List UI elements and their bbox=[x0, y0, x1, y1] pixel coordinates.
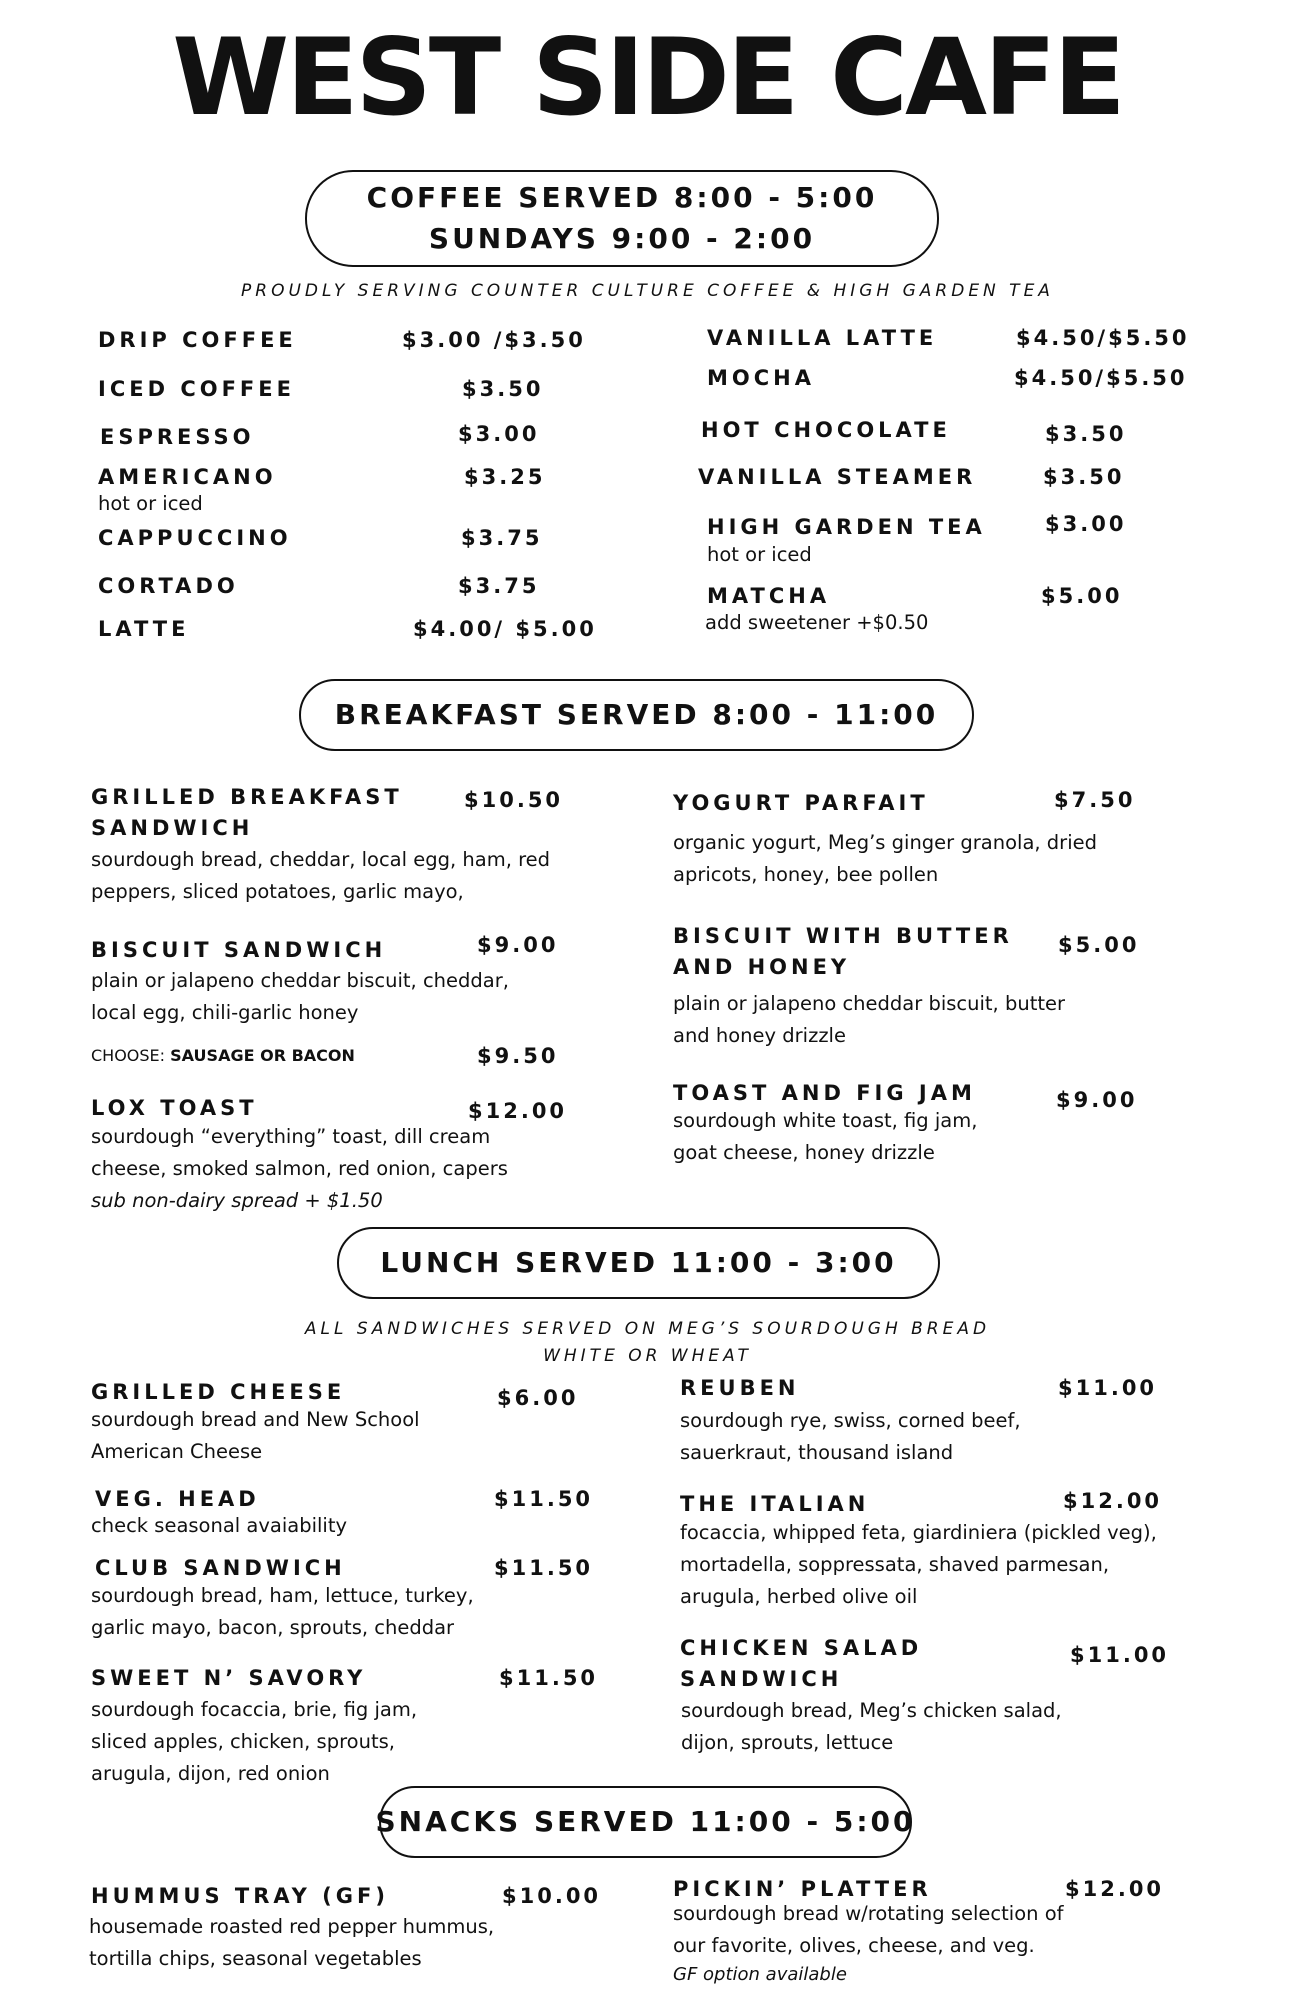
menu-item-description: sourdough bread, cheddar, local egg, ham, red bbox=[91, 848, 551, 871]
menu-item-price: $3.50 bbox=[462, 377, 544, 401]
menu-item-description: plain or jalapeno cheddar biscuit, cheddar, bbox=[91, 969, 509, 992]
coffee-tagline: PROUDLY SERVING COUNTER CULTURE COFFEE & HIGH GARDEN TEA bbox=[241, 281, 1054, 301]
menu-item-description: check seasonal avaiability bbox=[91, 1514, 348, 1537]
menu-item-name: HUMMUS TRAY (GF) bbox=[91, 1884, 389, 1908]
menu-item-name: GRILLED BREAKFAST bbox=[91, 785, 403, 809]
menu-item-description: plain or jalapeno cheddar biscuit, butter bbox=[673, 992, 1065, 1015]
menu-item-description: sourdough white toast, fig jam, bbox=[673, 1109, 978, 1132]
menu-item-price: $3.25 bbox=[464, 465, 546, 489]
coffee-hours-banner bbox=[305, 170, 939, 267]
menu-item-price: $3.75 bbox=[458, 574, 540, 598]
menu-item-price: $3.50 bbox=[1045, 422, 1127, 446]
menu-item-name: BISCUIT WITH BUTTER bbox=[673, 924, 1013, 948]
menu-item-description: arugula, herbed olive oil bbox=[680, 1585, 918, 1608]
menu-item-name: LATTE bbox=[98, 617, 190, 641]
menu-item-description: tortilla chips, seasonal vegetables bbox=[89, 1947, 422, 1970]
lunch-hours: LUNCH SERVED 11:00 - 3:00 bbox=[380, 1245, 897, 1279]
menu-item-name: HOT CHOCOLATE bbox=[701, 418, 951, 442]
menu-item-description: sourdough rye, swiss, corned beef, bbox=[680, 1409, 1021, 1432]
menu-item-name: AND HONEY bbox=[673, 955, 851, 979]
menu-item-price: $10.50 bbox=[464, 788, 564, 812]
menu-item-note: add sweetener +$0.50 bbox=[705, 611, 929, 634]
breakfast-hours: BREAKFAST SERVED 8:00 - 11:00 bbox=[334, 697, 939, 731]
menu-item-description: garlic mayo, bacon, sprouts, cheddar bbox=[91, 1616, 455, 1639]
menu-item-price: $3.00 /$3.50 bbox=[402, 328, 586, 352]
menu-item-description: arugula, dijon, red onion bbox=[91, 1762, 330, 1785]
menu-item-description: dijon, sprouts, lettuce bbox=[681, 1731, 894, 1754]
menu-item-name: SWEET N’ SAVORY bbox=[91, 1666, 367, 1690]
sunday-hours: SUNDAYS 9:00 - 2:00 bbox=[428, 221, 816, 255]
menu-item-name: ICED COFFEE bbox=[98, 377, 295, 401]
menu-item-description: our favorite, olives, cheese, and veg. bbox=[673, 1934, 1035, 1957]
menu-item-price: $11.00 bbox=[1070, 1643, 1170, 1667]
menu-item-description: goat cheese, honey drizzle bbox=[673, 1141, 935, 1164]
menu-item-price: $5.00 bbox=[1058, 933, 1140, 957]
lunch-tagline: ALL SANDWICHES SERVED ON MEG’S SOURDOUGH BREAD bbox=[304, 1319, 991, 1339]
menu-item-name: VANILLA LATTE bbox=[707, 326, 938, 350]
menu-item-price: $11.00 bbox=[1058, 1376, 1158, 1400]
menu-item-price: $3.50 bbox=[1043, 465, 1125, 489]
menu-item-description: peppers, sliced potatoes, garlic mayo, bbox=[91, 880, 464, 903]
menu-item-name: PICKIN’ PLATTER bbox=[673, 1877, 932, 1901]
menu-item-description: local egg, chili-garlic honey bbox=[91, 1001, 359, 1024]
menu-item-description: sourdough bread, ham, lettuce, turkey, bbox=[91, 1584, 474, 1607]
menu-item-price: $7.50 bbox=[1054, 788, 1136, 812]
menu-item-description: sourdough bread w/rotating selection of bbox=[673, 1902, 1064, 1925]
menu-item-price: $3.00 bbox=[1045, 512, 1127, 536]
menu-item-name: CAPPUCCINO bbox=[98, 526, 292, 550]
choose-value: SAUSAGE OR BACON bbox=[170, 1046, 355, 1065]
menu-item-description: sourdough “everything” toast, dill cream bbox=[91, 1125, 491, 1148]
menu-item-description: apricots, honey, bee pollen bbox=[673, 863, 939, 886]
menu-item-price: $10.00 bbox=[502, 1884, 602, 1908]
menu-item-name: THE ITALIAN bbox=[680, 1492, 870, 1516]
menu-item-description: American Cheese bbox=[91, 1440, 263, 1463]
snacks-hours-banner bbox=[375, 1786, 916, 1858]
menu-item-note: hot or iced bbox=[98, 492, 203, 515]
menu-item-name: VEG. HEAD bbox=[95, 1487, 260, 1511]
menu-item-note: GF option available bbox=[673, 1964, 847, 1985]
cafe-title: WEST SIDE CAFE bbox=[172, 16, 1123, 139]
menu-item-name: TOAST AND FIG JAM bbox=[673, 1081, 976, 1105]
menu-item-name: REUBEN bbox=[680, 1376, 800, 1400]
menu-item-name: VANILLA STEAMER bbox=[698, 465, 977, 489]
menu-item-price: $3.00 bbox=[458, 422, 540, 446]
menu-item-description: cheese, smoked salmon, red onion, capers bbox=[91, 1157, 508, 1180]
menu-item-note: hot or iced bbox=[707, 543, 812, 566]
menu-item-note: sub non-dairy spread + $1.50 bbox=[91, 1189, 383, 1212]
menu-item-price: $11.50 bbox=[494, 1556, 594, 1580]
menu-item-name: LOX TOAST bbox=[91, 1096, 258, 1120]
menu-item-name: BISCUIT SANDWICH bbox=[91, 938, 387, 962]
menu-item-description: focaccia, whipped feta, giardiniera (pickled veg), bbox=[680, 1521, 1157, 1544]
menu-item-description: sourdough focaccia, brie, fig jam, bbox=[91, 1698, 418, 1721]
menu-item-name: MATCHA bbox=[707, 584, 831, 608]
menu-item-name: CHICKEN SALAD bbox=[680, 1636, 923, 1660]
menu-item-name: SANDWICH bbox=[91, 816, 254, 840]
menu-item-name: CORTADO bbox=[98, 574, 239, 598]
menu-item-description: sourdough bread, Meg’s chicken salad, bbox=[681, 1699, 1062, 1722]
menu-item-description: and honey drizzle bbox=[673, 1024, 846, 1047]
choose-price: $9.50 bbox=[477, 1044, 559, 1068]
menu-item-description: sauerkraut, thousand island bbox=[680, 1441, 954, 1464]
menu-item-name: ESPRESSO bbox=[100, 425, 255, 449]
menu-item-description: mortadella, soppressata, shaved parmesan, bbox=[680, 1553, 1110, 1576]
menu-item-price: $9.00 bbox=[477, 933, 559, 957]
menu-item-price: $4.00/ $5.00 bbox=[413, 617, 597, 641]
menu-item-description: sliced apples, chicken, sprouts, bbox=[91, 1730, 395, 1753]
menu-item-price: $4.50/$5.50 bbox=[1014, 366, 1188, 390]
menu-item-price: $12.00 bbox=[1063, 1489, 1163, 1513]
menu-item-description: organic yogurt, Meg’s ginger granola, dried bbox=[673, 831, 1097, 854]
menu-item-name: MOCHA bbox=[707, 366, 815, 390]
menu-item-price: $12.00 bbox=[468, 1099, 568, 1123]
menu-item-name: HIGH GARDEN TEA bbox=[707, 515, 986, 539]
coffee-hours: COFFEE SERVED 8:00 - 5:00 bbox=[366, 180, 878, 214]
menu-item-description: sourdough bread and New School bbox=[91, 1408, 420, 1431]
menu-item-price: $3.75 bbox=[461, 526, 543, 550]
menu-item-name: YOGURT PARFAIT bbox=[673, 791, 929, 815]
lunch-hours-banner bbox=[337, 1227, 940, 1299]
snacks-hours: SNACKS SERVED 11:00 - 5:00 bbox=[375, 1804, 916, 1838]
menu-item-name: SANDWICH bbox=[680, 1667, 843, 1691]
menu-item-price: $4.50/$5.50 bbox=[1016, 326, 1190, 350]
menu-item-name: GRILLED CHEESE bbox=[91, 1380, 346, 1404]
choose-option bbox=[91, 1045, 355, 1067]
menu-item-name: AMERICANO bbox=[98, 465, 277, 489]
menu-item-name: DRIP COFFEE bbox=[98, 328, 297, 352]
menu-item-description: housemade roasted red pepper hummus, bbox=[89, 1915, 495, 1938]
menu-item-price: $11.50 bbox=[494, 1487, 594, 1511]
menu-item-price: $11.50 bbox=[499, 1666, 599, 1690]
breakfast-hours-banner bbox=[299, 679, 974, 751]
choose-label: CHOOSE: bbox=[91, 1046, 171, 1065]
menu-item-price: $12.00 bbox=[1065, 1877, 1165, 1901]
menu-item-price: $5.00 bbox=[1041, 584, 1123, 608]
menu-item-price: $6.00 bbox=[497, 1386, 579, 1410]
menu-item-name: CLUB SANDWICH bbox=[95, 1556, 346, 1580]
menu-item-price: $9.00 bbox=[1056, 1088, 1138, 1112]
lunch-tagline-bread: WHITE OR WHEAT bbox=[543, 1346, 752, 1366]
